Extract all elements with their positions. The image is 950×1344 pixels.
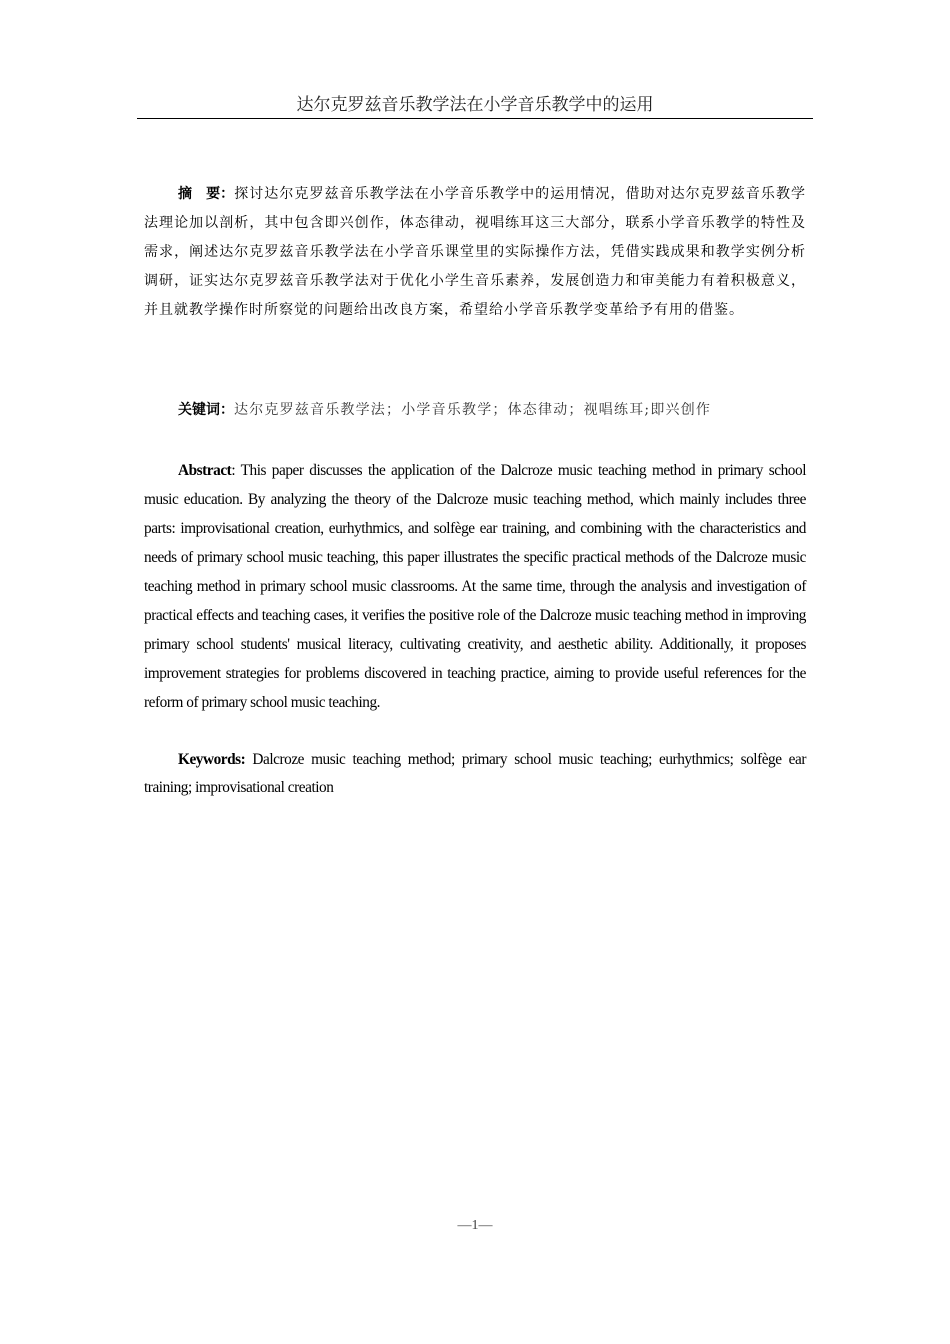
english-keywords-text: Dalcroze music teaching method; primary school music teaching; eurhythmics; solfège ear training; improvisational creation [144,751,806,796]
page-number: —1— [457,1218,493,1233]
english-abstract [144,456,806,717]
page-header-title: 达尔克罗兹音乐教学法在小学音乐教学中的运用 [137,94,813,119]
chinese-keywords-label: 关键词： [178,402,234,418]
chinese-abstract-text: 探讨达尔克罗兹音乐教学法在小学音乐教学中的运用情况，借助对达尔克罗兹音乐教学法理论加以剖析，其中包含即兴创作，体态律动，视唱练耳这三大部分，联系小学音乐教学的特性及需求，阐述达尔克罗兹音乐教学法在小学音乐课堂里的实际操作方法，凭借实践成果和教学实例分析调研，证实达尔克罗兹音乐教学法对于优化小学生音乐素养，发展创造力和审美能力有着积极意义，并且就教学操作时所察觉的问题给出改良方案，希望给小学音乐教学变革给予有用的借鉴。 [144,186,807,318]
english-keywords [144,746,806,802]
english-abstract-text: : This paper discusses the application of the Dalcroze music teaching method in primary school music education. By analyzing the theory of the Dalcroze music teaching method, which mainly includes three parts: improvisational creation, eurhythmics, and solfège ear training, and combining with the characteristics and needs of primary school music teaching, this paper illustrates the specific practical methods of the Dalcroze music teaching method in primary school music classrooms. At the same time, through the analysis and investigation of practical effects and teaching cases, it verifies the positive role of the Dalcroze music teaching method in improving primary school students' musical literacy, cultivating creativity, and aesthetic ability. Additionally, it proposes improvement strategies for problems discovered in teaching practice, aiming to provide useful references for the reform of primary school music teaching. [144,462,806,711]
english-abstract-label: Abstract [178,462,232,479]
chinese-abstract-label: 摘 要： [178,186,235,202]
chinese-keywords-text: 达尔克罗兹音乐教学法；小学音乐教学；体态律动；视唱练耳;即兴创作 [234,402,712,418]
english-keywords-label: Keywords: [178,751,246,768]
chinese-abstract [144,180,806,325]
chinese-keywords [144,396,806,425]
